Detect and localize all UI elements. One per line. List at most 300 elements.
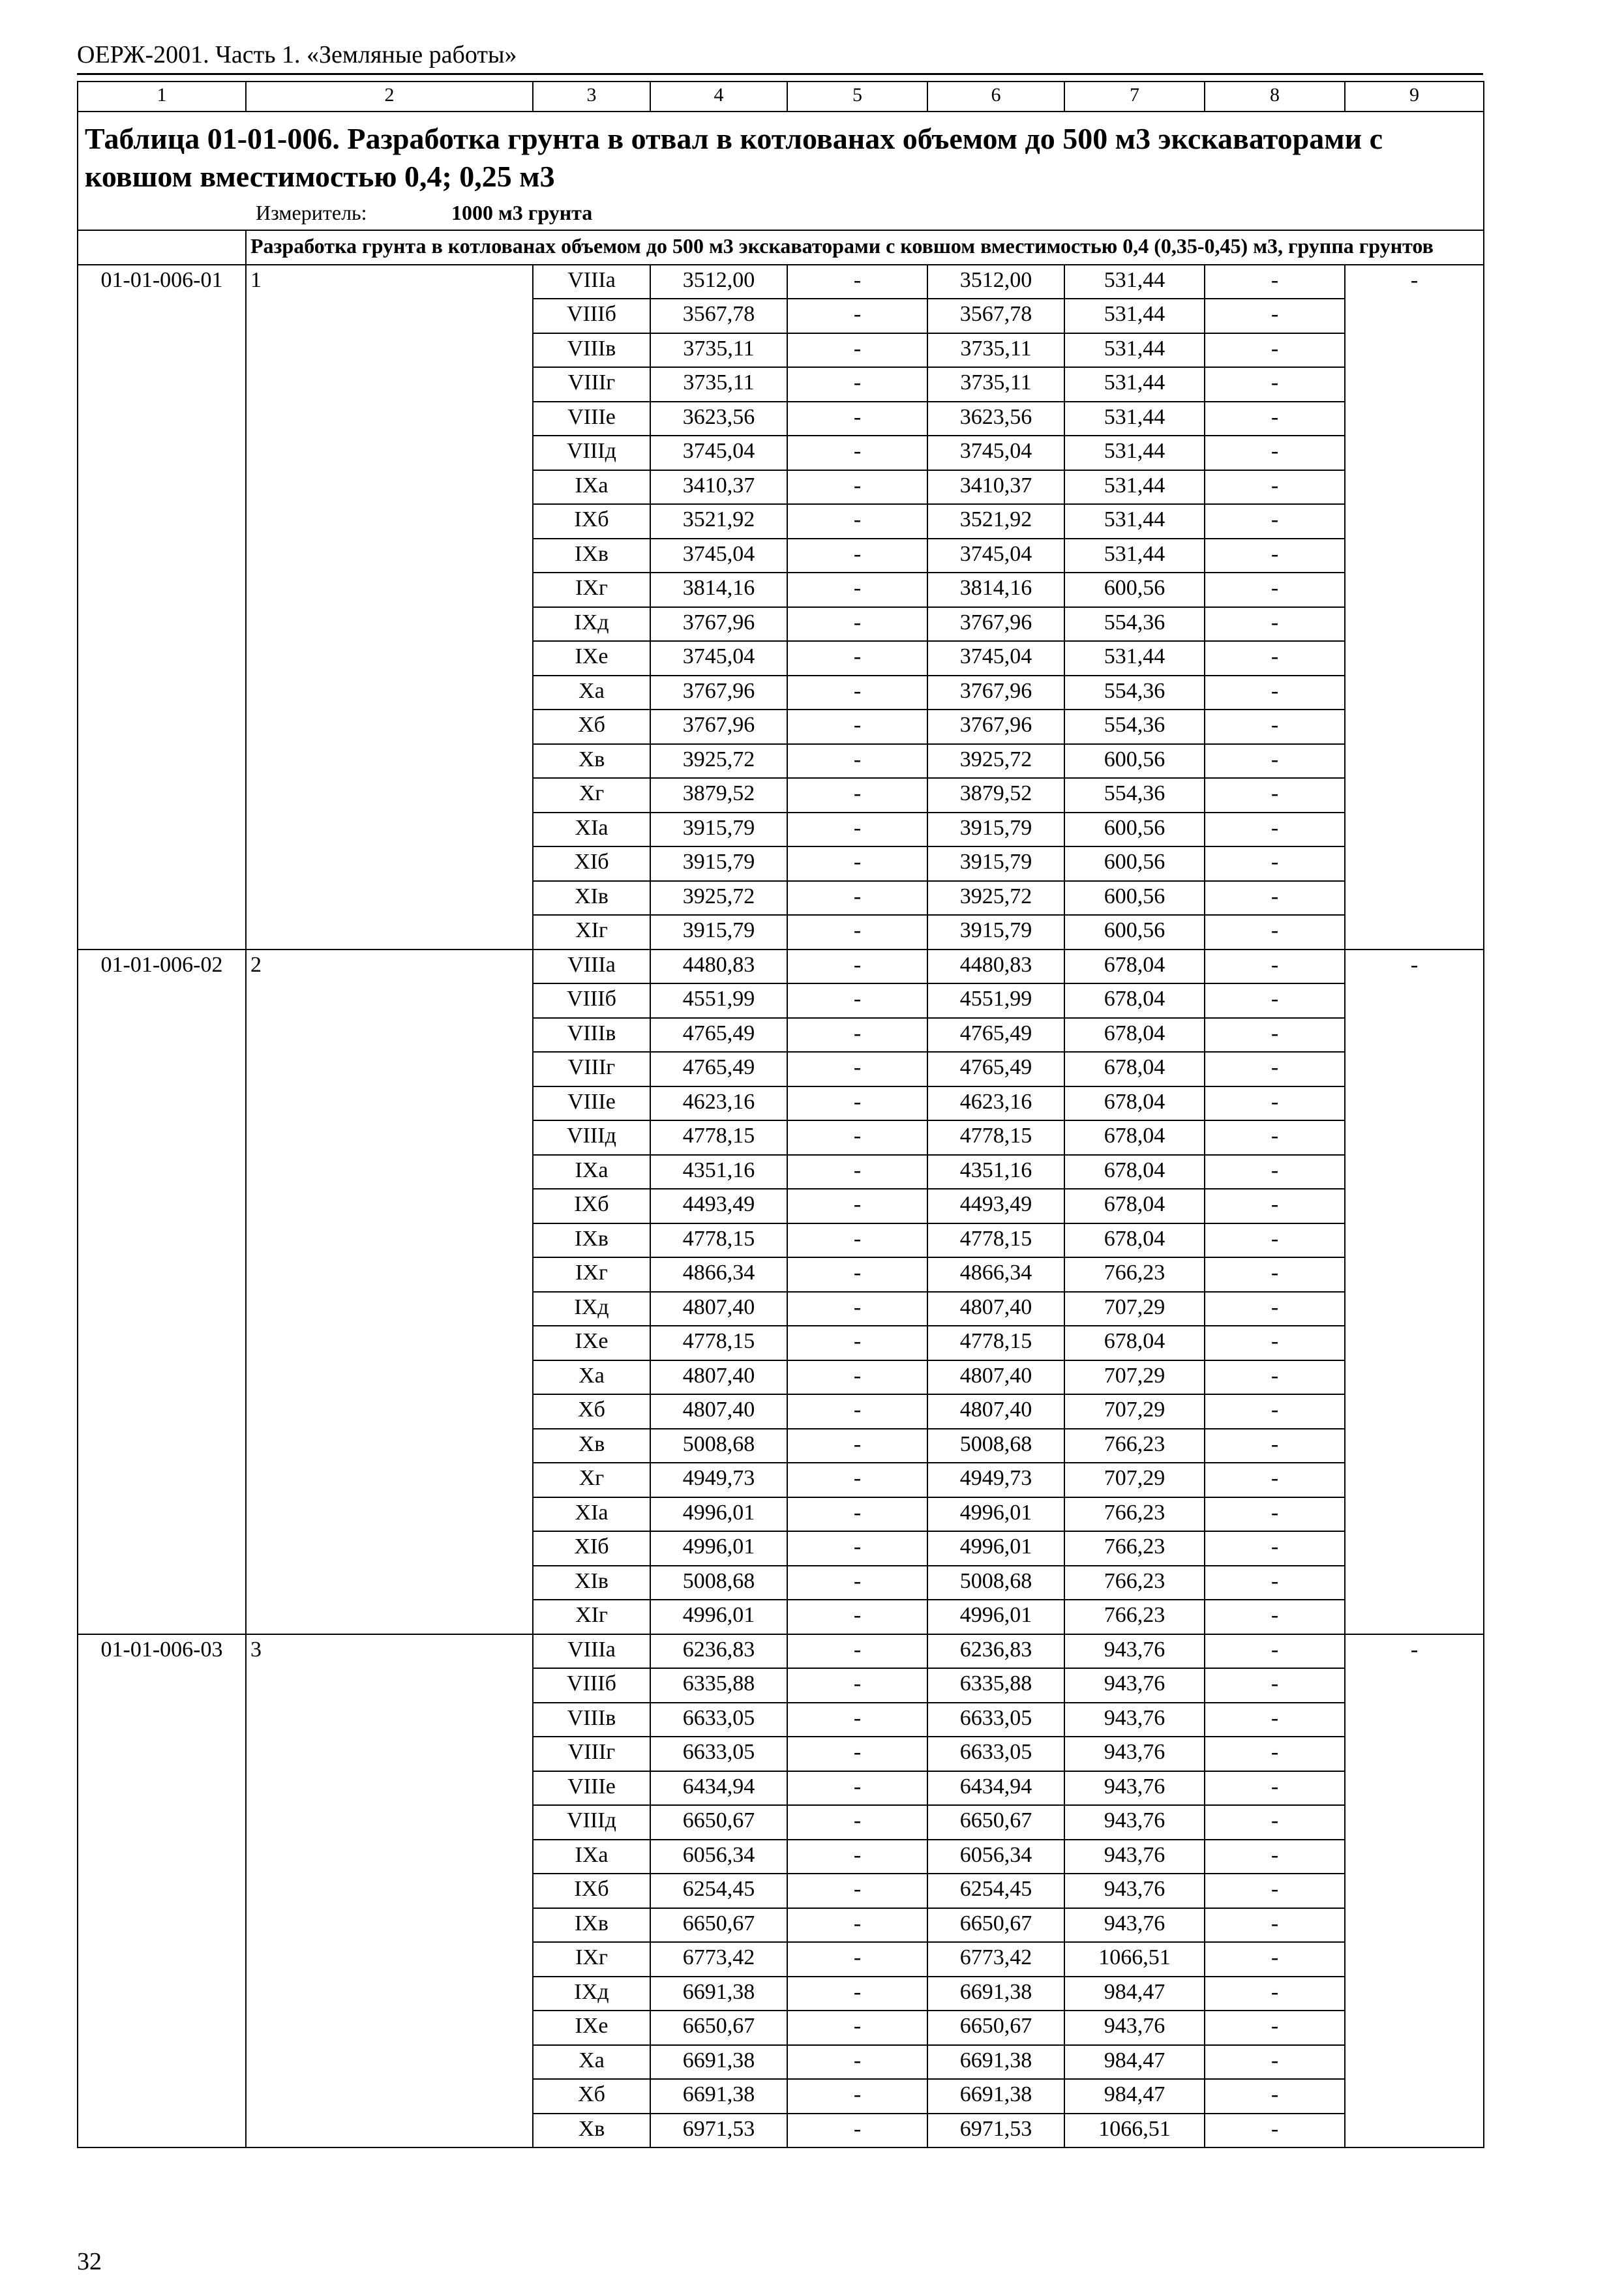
value-cell: 531,44 xyxy=(1064,436,1205,470)
value-cell: 3521,92 xyxy=(927,504,1064,539)
value-cell: 984,47 xyxy=(1064,2079,1205,2114)
soil-category-cell: IXе xyxy=(533,2011,650,2045)
value-cell: 766,23 xyxy=(1064,1497,1205,1532)
value-cell: 531,44 xyxy=(1064,333,1205,368)
value-cell: 4807,40 xyxy=(927,1394,1064,1429)
col9-cell: - xyxy=(1345,950,1484,1634)
value-cell: 600,56 xyxy=(1064,813,1205,847)
value-cell: 3814,16 xyxy=(650,573,787,607)
soil-category-cell: IXе xyxy=(533,1326,650,1360)
value-cell: 943,76 xyxy=(1064,2011,1205,2045)
value-cell: 6691,38 xyxy=(650,1977,787,2011)
soil-category-cell: VIIIб xyxy=(533,299,650,333)
value-cell: - xyxy=(1205,710,1345,744)
soil-category-cell: IXв xyxy=(533,1908,650,1943)
value-cell: 3410,37 xyxy=(927,470,1064,505)
value-cell: - xyxy=(787,1566,927,1600)
value-cell: 3745,04 xyxy=(927,641,1064,676)
value-cell: - xyxy=(787,1977,927,2011)
value-cell: - xyxy=(1205,299,1345,333)
value-cell: 1066,51 xyxy=(1064,2114,1205,2148)
value-cell: 5008,68 xyxy=(650,1566,787,1600)
value-cell: 531,44 xyxy=(1064,402,1205,436)
value-cell: 6434,94 xyxy=(650,1771,787,1806)
value-cell: 707,29 xyxy=(1064,1292,1205,1326)
column-number: 9 xyxy=(1345,82,1484,112)
value-cell: 4765,49 xyxy=(927,1018,1064,1053)
value-cell: 6633,05 xyxy=(927,1737,1064,1771)
value-cell: 554,36 xyxy=(1064,778,1205,813)
value-cell: 4623,16 xyxy=(650,1086,787,1121)
value-cell: - xyxy=(1205,813,1345,847)
value-cell: 943,76 xyxy=(1064,1805,1205,1840)
soil-group-cell: 1 xyxy=(246,265,533,950)
value-cell: - xyxy=(1205,470,1345,505)
value-cell: 3915,79 xyxy=(650,846,787,881)
value-cell: 3735,11 xyxy=(927,367,1064,402)
value-cell: - xyxy=(787,1805,927,1840)
soil-category-cell: VIIIд xyxy=(533,436,650,470)
soil-category-cell: IXб xyxy=(533,1189,650,1223)
value-cell: - xyxy=(787,1360,927,1395)
value-cell: - xyxy=(1205,1805,1345,1840)
soil-category-cell: VIIIв xyxy=(533,333,650,368)
soil-category-cell: Xа xyxy=(533,2045,650,2080)
value-cell: - xyxy=(1205,1840,1345,1874)
value-cell: - xyxy=(787,470,927,505)
value-cell: - xyxy=(787,1292,927,1326)
value-cell: - xyxy=(787,1429,927,1463)
value-cell: 6056,34 xyxy=(650,1840,787,1874)
value-cell: - xyxy=(787,1189,927,1223)
value-cell: - xyxy=(787,1018,927,1053)
value-cell: 766,23 xyxy=(1064,1531,1205,1566)
value-cell: - xyxy=(1205,1018,1345,1053)
value-cell: 4778,15 xyxy=(927,1120,1064,1155)
value-cell: 600,56 xyxy=(1064,744,1205,779)
section-heading-row xyxy=(78,230,1484,265)
soil-category-cell: XIв xyxy=(533,1566,650,1600)
value-cell: 4551,99 xyxy=(650,983,787,1018)
measure-value: 1000 м3 грунта xyxy=(451,201,593,224)
value-cell: - xyxy=(787,1771,927,1806)
value-cell: - xyxy=(787,1257,927,1292)
value-cell: 4480,83 xyxy=(927,950,1064,984)
soil-category-cell: VIIIг xyxy=(533,1052,650,1086)
soil-category-cell: IXд xyxy=(533,1292,650,1326)
title-row xyxy=(78,112,1484,230)
soil-category-cell: IXб xyxy=(533,1874,650,1908)
value-cell: 943,76 xyxy=(1064,1634,1205,1669)
soil-category-cell: IXв xyxy=(533,539,650,573)
value-cell: 3767,96 xyxy=(650,607,787,642)
value-cell: 984,47 xyxy=(1064,1977,1205,2011)
value-cell: 4949,73 xyxy=(927,1463,1064,1497)
value-cell: - xyxy=(787,778,927,813)
value-cell: - xyxy=(1205,539,1345,573)
value-cell: 3767,96 xyxy=(927,710,1064,744)
table-row xyxy=(78,950,1484,984)
value-cell: - xyxy=(1205,2011,1345,2045)
soil-category-cell: VIIIв xyxy=(533,1703,650,1737)
value-cell: - xyxy=(1205,1703,1345,1737)
value-cell: 6254,45 xyxy=(650,1874,787,1908)
value-cell: 3879,52 xyxy=(927,778,1064,813)
value-cell: - xyxy=(1205,2045,1345,2080)
value-cell: - xyxy=(1205,265,1345,299)
value-cell: - xyxy=(787,1223,927,1258)
value-cell: - xyxy=(787,265,927,299)
value-cell: - xyxy=(1205,1668,1345,1703)
column-number: 2 xyxy=(246,82,533,112)
value-cell: - xyxy=(787,539,927,573)
value-cell: - xyxy=(1205,402,1345,436)
measure-label: Измеритель: xyxy=(256,201,367,224)
value-cell: - xyxy=(787,1326,927,1360)
value-cell: 4807,40 xyxy=(927,1360,1064,1395)
value-cell: 4778,15 xyxy=(650,1223,787,1258)
value-cell: - xyxy=(1205,1566,1345,1600)
value-cell: - xyxy=(787,1531,927,1566)
value-cell: - xyxy=(1205,1600,1345,1634)
value-cell: - xyxy=(1205,573,1345,607)
value-cell: 943,76 xyxy=(1064,1737,1205,1771)
value-cell: 4807,40 xyxy=(650,1394,787,1429)
value-cell: 531,44 xyxy=(1064,470,1205,505)
value-cell: 766,23 xyxy=(1064,1257,1205,1292)
value-cell: 3915,79 xyxy=(927,846,1064,881)
value-cell: 600,56 xyxy=(1064,846,1205,881)
value-cell: 554,36 xyxy=(1064,607,1205,642)
value-cell: - xyxy=(1205,2114,1345,2148)
value-cell: - xyxy=(1205,1429,1345,1463)
value-cell: 5008,68 xyxy=(650,1429,787,1463)
value-cell: 6335,88 xyxy=(650,1668,787,1703)
soil-category-cell: Xа xyxy=(533,1360,650,1395)
value-cell: 3767,96 xyxy=(927,607,1064,642)
value-cell: 943,76 xyxy=(1064,1771,1205,1806)
value-cell: - xyxy=(1205,1223,1345,1258)
soil-category-cell: VIIIа xyxy=(533,265,650,299)
value-cell: - xyxy=(1205,333,1345,368)
value-cell: 4996,01 xyxy=(650,1600,787,1634)
value-cell: 3745,04 xyxy=(650,436,787,470)
value-cell: 984,47 xyxy=(1064,2045,1205,2080)
soil-category-cell: XIб xyxy=(533,846,650,881)
value-cell: 3745,04 xyxy=(927,436,1064,470)
title-cell xyxy=(78,112,1484,230)
value-cell: - xyxy=(1205,1942,1345,1977)
value-cell: - xyxy=(1205,607,1345,642)
value-cell: - xyxy=(787,676,927,710)
value-cell: 678,04 xyxy=(1064,1326,1205,1360)
soil-category-cell: Xв xyxy=(533,1429,650,1463)
table-title: Таблица 01-01-006. Разработка грунта в отвал в котлованах объемом до 500 м3 экскаваторами с ковшом вместимостью 0,4; 0,25 м3 xyxy=(85,122,1383,193)
soil-group-cell: 3 xyxy=(246,1634,533,2148)
section-heading: Разработка грунта в котлованах объемом до 500 м3 экскаваторами с ковшом вместимостью 0,4 (0,35-0,45) м3, группа грунтов xyxy=(246,230,1484,265)
soil-category-cell: Xг xyxy=(533,778,650,813)
value-cell: 3735,11 xyxy=(650,333,787,368)
value-cell: 678,04 xyxy=(1064,950,1205,984)
value-cell: - xyxy=(787,1497,927,1532)
value-cell: 943,76 xyxy=(1064,1668,1205,1703)
value-cell: 4765,49 xyxy=(927,1052,1064,1086)
value-cell: 554,36 xyxy=(1064,676,1205,710)
value-cell: 707,29 xyxy=(1064,1463,1205,1497)
value-cell: 3512,00 xyxy=(927,265,1064,299)
column-number: 7 xyxy=(1064,82,1205,112)
value-cell: 3925,72 xyxy=(927,881,1064,916)
value-cell: 3567,78 xyxy=(650,299,787,333)
value-cell: 943,76 xyxy=(1064,1908,1205,1943)
value-cell: - xyxy=(787,846,927,881)
value-cell: - xyxy=(787,1634,927,1669)
value-cell: 3925,72 xyxy=(927,744,1064,779)
column-number: 8 xyxy=(1205,82,1345,112)
soil-category-cell: VIIIе xyxy=(533,1771,650,1806)
value-cell: 6650,67 xyxy=(927,1805,1064,1840)
value-cell: - xyxy=(1205,1463,1345,1497)
value-cell: 3567,78 xyxy=(927,299,1064,333)
soil-category-cell: IXв xyxy=(533,1223,650,1258)
value-cell: 766,23 xyxy=(1064,1429,1205,1463)
value-cell: 3745,04 xyxy=(650,539,787,573)
soil-category-cell: VIIIд xyxy=(533,1120,650,1155)
value-cell: - xyxy=(787,333,927,368)
soil-category-cell: VIIIа xyxy=(533,950,650,984)
soil-category-cell: VIIIб xyxy=(533,1668,650,1703)
value-cell: - xyxy=(1205,778,1345,813)
value-cell: - xyxy=(787,813,927,847)
column-number: 3 xyxy=(533,82,650,112)
value-cell: 4949,73 xyxy=(650,1463,787,1497)
value-cell: - xyxy=(787,744,927,779)
value-cell: 6650,67 xyxy=(650,1908,787,1943)
value-cell: 4493,49 xyxy=(927,1189,1064,1223)
column-number: 6 xyxy=(927,82,1064,112)
norm-code-cell: 01-01-006-01 xyxy=(78,265,246,950)
value-cell: 3410,37 xyxy=(650,470,787,505)
value-cell: - xyxy=(1205,915,1345,950)
value-cell: - xyxy=(787,710,927,744)
value-cell: - xyxy=(1205,1737,1345,1771)
value-cell: 678,04 xyxy=(1064,1086,1205,1121)
soil-category-cell: XIа xyxy=(533,813,650,847)
value-cell: - xyxy=(787,1668,927,1703)
value-cell: - xyxy=(787,1908,927,1943)
value-cell: - xyxy=(787,915,927,950)
value-cell: 531,44 xyxy=(1064,367,1205,402)
value-cell: - xyxy=(787,2114,927,2148)
table-row xyxy=(78,1634,1484,1669)
soil-category-cell: XIа xyxy=(533,1497,650,1532)
value-cell: 4778,15 xyxy=(927,1223,1064,1258)
value-cell: 531,44 xyxy=(1064,504,1205,539)
value-cell: - xyxy=(787,607,927,642)
value-cell: - xyxy=(1205,1908,1345,1943)
section-heading-spacer xyxy=(78,230,246,265)
soil-category-cell: VIIIг xyxy=(533,367,650,402)
value-cell: - xyxy=(787,2045,927,2080)
value-cell: - xyxy=(787,1463,927,1497)
col9-cell: - xyxy=(1345,1634,1484,2148)
value-cell: 5008,68 xyxy=(927,1429,1064,1463)
column-number: 4 xyxy=(650,82,787,112)
value-cell: 531,44 xyxy=(1064,641,1205,676)
soil-category-cell: Xв xyxy=(533,2114,650,2148)
soil-group-cell: 2 xyxy=(246,950,533,1634)
soil-category-cell: Xб xyxy=(533,2079,650,2114)
value-cell: - xyxy=(787,1942,927,1977)
value-cell: 678,04 xyxy=(1064,983,1205,1018)
norm-code-cell: 01-01-006-03 xyxy=(78,1634,246,2148)
value-cell: 6633,05 xyxy=(650,1737,787,1771)
value-cell: - xyxy=(787,641,927,676)
soil-category-cell: XIв xyxy=(533,881,650,916)
value-cell: - xyxy=(787,367,927,402)
value-cell: 3735,11 xyxy=(650,367,787,402)
value-cell: 4996,01 xyxy=(650,1497,787,1532)
value-cell: - xyxy=(1205,1394,1345,1429)
value-cell: 6650,67 xyxy=(650,1805,787,1840)
column-number: 5 xyxy=(787,82,927,112)
value-cell: 3512,00 xyxy=(650,265,787,299)
value-cell: 4807,40 xyxy=(927,1292,1064,1326)
value-cell: 3915,79 xyxy=(927,813,1064,847)
soil-category-cell: Xб xyxy=(533,1394,650,1429)
value-cell: - xyxy=(1205,983,1345,1018)
value-cell: 4351,16 xyxy=(927,1155,1064,1189)
value-cell: 707,29 xyxy=(1064,1394,1205,1429)
value-cell: - xyxy=(787,1703,927,1737)
value-cell: - xyxy=(1205,1874,1345,1908)
soil-category-cell: XIг xyxy=(533,1600,650,1634)
value-cell: 4480,83 xyxy=(650,950,787,984)
value-cell: - xyxy=(787,402,927,436)
value-cell: 6434,94 xyxy=(927,1771,1064,1806)
soil-category-cell: Xб xyxy=(533,710,650,744)
value-cell: 3814,16 xyxy=(927,573,1064,607)
value-cell: 766,23 xyxy=(1064,1600,1205,1634)
value-cell: 3767,96 xyxy=(927,676,1064,710)
value-cell: 3925,72 xyxy=(650,744,787,779)
value-cell: - xyxy=(1205,436,1345,470)
column-number-row xyxy=(78,82,1484,112)
soil-category-cell: Xг xyxy=(533,1463,650,1497)
value-cell: - xyxy=(787,2079,927,2114)
value-cell: 4996,01 xyxy=(927,1531,1064,1566)
value-cell: 766,23 xyxy=(1064,1566,1205,1600)
value-cell: 3767,96 xyxy=(650,676,787,710)
value-cell: - xyxy=(1205,367,1345,402)
table-body xyxy=(78,82,1484,2147)
norms-table xyxy=(77,81,1484,2148)
value-cell: - xyxy=(787,1600,927,1634)
soil-category-cell: VIIIа xyxy=(533,1634,650,1669)
value-cell: 4807,40 xyxy=(650,1292,787,1326)
soil-category-cell: VIIIб xyxy=(533,983,650,1018)
value-cell: 531,44 xyxy=(1064,265,1205,299)
value-cell: - xyxy=(787,504,927,539)
value-cell: - xyxy=(787,881,927,916)
value-cell: 6236,83 xyxy=(927,1634,1064,1669)
value-cell: 531,44 xyxy=(1064,539,1205,573)
value-cell: 554,36 xyxy=(1064,710,1205,744)
value-cell: 6773,42 xyxy=(650,1942,787,1977)
value-cell: 6633,05 xyxy=(650,1703,787,1737)
value-cell: - xyxy=(1205,641,1345,676)
value-cell: 6056,34 xyxy=(927,1840,1064,1874)
soil-category-cell: IXе xyxy=(533,641,650,676)
value-cell: 3745,04 xyxy=(927,539,1064,573)
value-cell: 6691,38 xyxy=(927,2045,1064,2080)
value-cell: 6691,38 xyxy=(927,2079,1064,2114)
value-cell: 3879,52 xyxy=(650,778,787,813)
value-cell: 4807,40 xyxy=(650,1360,787,1395)
value-cell: 6691,38 xyxy=(650,2079,787,2114)
value-cell: 4866,34 xyxy=(927,1257,1064,1292)
value-cell: 4996,01 xyxy=(650,1531,787,1566)
value-cell: - xyxy=(1205,846,1345,881)
value-cell: - xyxy=(1205,504,1345,539)
value-cell: 3925,72 xyxy=(650,881,787,916)
value-cell: - xyxy=(1205,1771,1345,1806)
soil-category-cell: IXг xyxy=(533,573,650,607)
value-cell: 707,29 xyxy=(1064,1360,1205,1395)
value-cell: - xyxy=(1205,2079,1345,2114)
value-cell: - xyxy=(1205,1360,1345,1395)
value-cell: - xyxy=(1205,1052,1345,1086)
value-cell: - xyxy=(787,1394,927,1429)
value-cell: 678,04 xyxy=(1064,1018,1205,1053)
soil-category-cell: IXб xyxy=(533,504,650,539)
value-cell: - xyxy=(1205,1120,1345,1155)
value-cell: 3623,56 xyxy=(650,402,787,436)
value-cell: 4996,01 xyxy=(927,1497,1064,1532)
col9-cell: - xyxy=(1345,265,1484,950)
value-cell: - xyxy=(787,1737,927,1771)
value-cell: - xyxy=(787,1840,927,1874)
value-cell: - xyxy=(787,983,927,1018)
value-cell: 678,04 xyxy=(1064,1120,1205,1155)
value-cell: 6254,45 xyxy=(927,1874,1064,1908)
value-cell: - xyxy=(787,436,927,470)
norm-code-cell: 01-01-006-02 xyxy=(78,950,246,1634)
value-cell: 943,76 xyxy=(1064,1874,1205,1908)
value-cell: - xyxy=(1205,881,1345,916)
value-cell: 4866,34 xyxy=(650,1257,787,1292)
value-cell: - xyxy=(1205,676,1345,710)
value-cell: 4765,49 xyxy=(650,1052,787,1086)
value-cell: 4351,16 xyxy=(650,1155,787,1189)
value-cell: 943,76 xyxy=(1064,1840,1205,1874)
value-cell: - xyxy=(787,1086,927,1121)
soil-category-cell: Xв xyxy=(533,744,650,779)
value-cell: 4996,01 xyxy=(927,1600,1064,1634)
value-cell: - xyxy=(787,299,927,333)
soil-category-cell: IXг xyxy=(533,1257,650,1292)
value-cell: 4551,99 xyxy=(927,983,1064,1018)
soil-category-cell: IXд xyxy=(533,607,650,642)
value-cell: - xyxy=(1205,1086,1345,1121)
soil-category-cell: Xа xyxy=(533,676,650,710)
measure-line xyxy=(85,200,1477,226)
value-cell: 6773,42 xyxy=(927,1942,1064,1977)
value-cell: 3767,96 xyxy=(650,710,787,744)
value-cell: - xyxy=(787,573,927,607)
soil-category-cell: XIб xyxy=(533,1531,650,1566)
value-cell: 600,56 xyxy=(1064,573,1205,607)
